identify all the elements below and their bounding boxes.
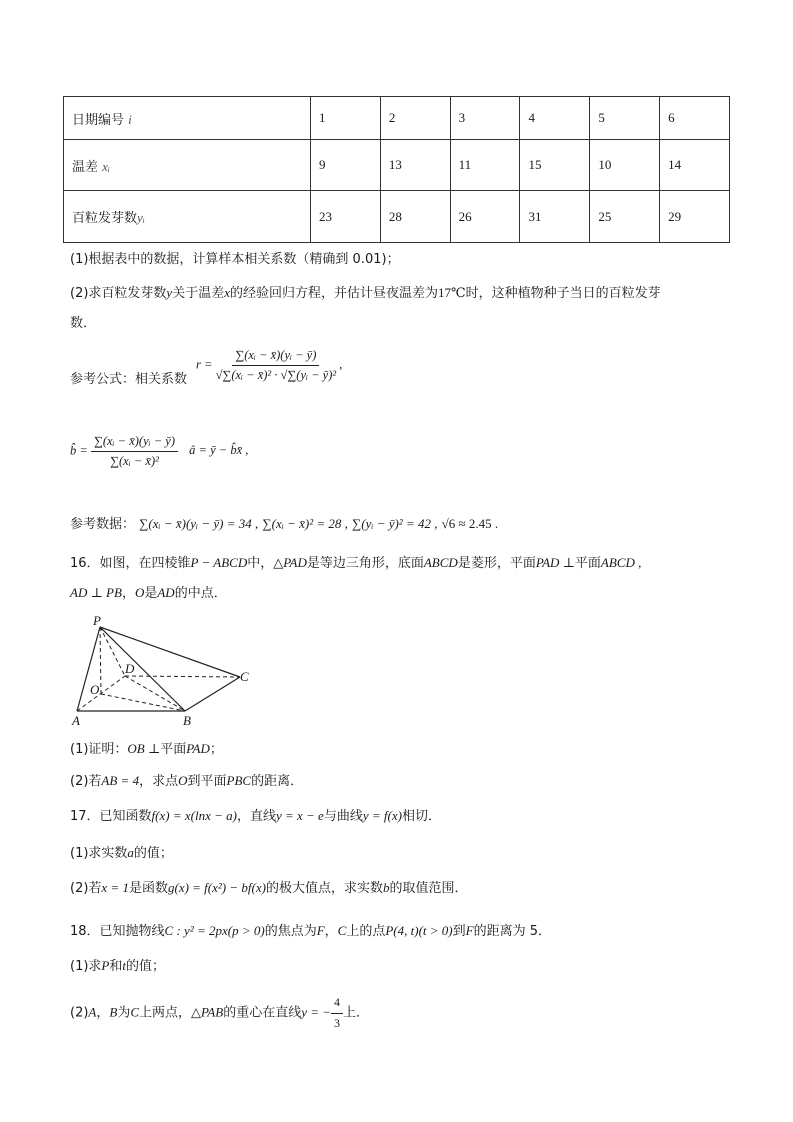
table-cell: 4 (520, 97, 590, 140)
table-cell: 25 (590, 191, 660, 243)
q17-part1: (1)求实数a的值； (70, 845, 173, 861)
fraction-denominator: 3 (334, 1015, 341, 1030)
edge-PO (100, 627, 101, 694)
ref-data: 参考数据： ∑(xᵢ − x̄)(yᵢ − ȳ) = 34 , ∑(xᵢ − x̄)² = 28 , ∑(yᵢ − ȳ)² = 42 , √6 ≈ 2.45 . (70, 516, 499, 532)
label-C: C (240, 669, 249, 684)
q16-part2: (2)若AB = 4，求点O到平面PBC的距离． (70, 773, 304, 789)
label-A: A (72, 713, 80, 728)
q17-part2: (2)若x = 1是函数g(x) = f(x²) − bf(x)的极大值点，求实数b的取值范围． (70, 880, 468, 896)
formula-b-numerator: ∑(xᵢ − x̄)(yᵢ − ȳ) (91, 434, 178, 452)
formula-r: r = $\frac{\text{∑(xᵢ − x̄)(yᵢ − ȳ)}}{\text{√∑(xᵢ − x̄)² · √∑(yᵢ − ȳ)²}}$ , (196, 348, 343, 382)
q16-stem-line2: AD ⊥ PB，O是AD的中点． (70, 585, 227, 601)
label-B: B (183, 713, 191, 728)
edge-BC (185, 677, 240, 711)
table-cell: 9 (311, 140, 381, 191)
edge-DC (125, 676, 240, 677)
formula-r-denominator: √∑(xᵢ − x̄)² · √∑(yᵢ − ȳ)² (215, 368, 337, 382)
table-cell: 31 (520, 191, 590, 243)
label-O: O (90, 682, 100, 697)
q15-part2-cont: 数． (70, 316, 97, 331)
table-cell: 29 (660, 191, 730, 243)
q18-part2: (2)A，B为C上两点，△PAB的重心在直线y = − $\frac{4}{3}$ 上． (70, 995, 370, 1030)
formula-b-denominator: ∑(xᵢ − x̄)² (110, 454, 159, 468)
table-cell: 14 (660, 140, 730, 191)
q15-part2: (2)求百粒发芽数y关于温差x的经验回归方程，并估计昼夜温差为17℃时，这种植物种子当日的百粒发芽 (70, 285, 661, 301)
q16-stem-line1: 16．如图，在四棱锥P − ABCD中，△PAD是等边三角形，底面ABCD是菱形，平面PAD ⊥平面ABCD , (70, 555, 642, 571)
edge-OB (101, 694, 185, 711)
formula-r-numerator: ∑(xᵢ − x̄)(yᵢ − ȳ) (232, 348, 319, 366)
edge-PB (100, 627, 185, 711)
data-table (63, 96, 730, 243)
table-cell: 23 (311, 191, 381, 243)
table-cell: 1 (311, 97, 381, 140)
table-cell: 2 (380, 97, 450, 140)
row-header: 日期编号 i (64, 97, 311, 140)
q16-part1: (1)证明：OB ⊥平面PAD； (70, 741, 223, 757)
table-row (64, 191, 730, 243)
table-cell: 13 (380, 140, 450, 191)
table-cell: 15 (520, 140, 590, 191)
formula-a-hat: â = ȳ − b̂x̄ , (189, 443, 249, 458)
label-P: P (93, 613, 101, 628)
q18-stem: 18．已知抛物线C : y² = 2px(p > 0)的焦点为F，C上的点P(4, t)(t > 0)到F的距离为 5． (70, 923, 551, 939)
edge-PC (100, 627, 240, 677)
table-cell: 10 (590, 140, 660, 191)
row-header: 温差 xᵢ (64, 140, 311, 191)
table-cell: 6 (660, 97, 730, 140)
q17-stem: 17．已知函数f(x) = x(lnx − a)，直线y = x − e与曲线y = f(x)相切． (70, 808, 441, 824)
q15-part1: (1)根据表中的数据，计算样本相关系数（精确到 0.01)； (70, 252, 400, 267)
table-cell: 28 (380, 191, 450, 243)
formula-b-hat: b̂ = $\frac{\text{∑(xᵢ − x̄)(yᵢ − ȳ)}}{\text{∑(xᵢ − x̄)²}}$ â = ȳ − b̂x̄ , (70, 434, 249, 468)
row-header: 百粒发芽数yᵢ (64, 191, 311, 243)
table-cell: 5 (590, 97, 660, 140)
fraction-numerator: 4 (331, 995, 343, 1014)
table-cell: 11 (450, 140, 520, 191)
pyramid-figure (60, 610, 270, 732)
table-row (64, 97, 730, 140)
ref-formula-label: 参考公式：相关系数 (70, 372, 188, 387)
table-row (64, 140, 730, 191)
label-D: D (125, 661, 135, 676)
table-cell: 26 (450, 191, 520, 243)
table-cell: 3 (450, 97, 520, 140)
edge-PA (77, 627, 100, 711)
q18-part1: (1)求P和t的值； (70, 958, 166, 974)
